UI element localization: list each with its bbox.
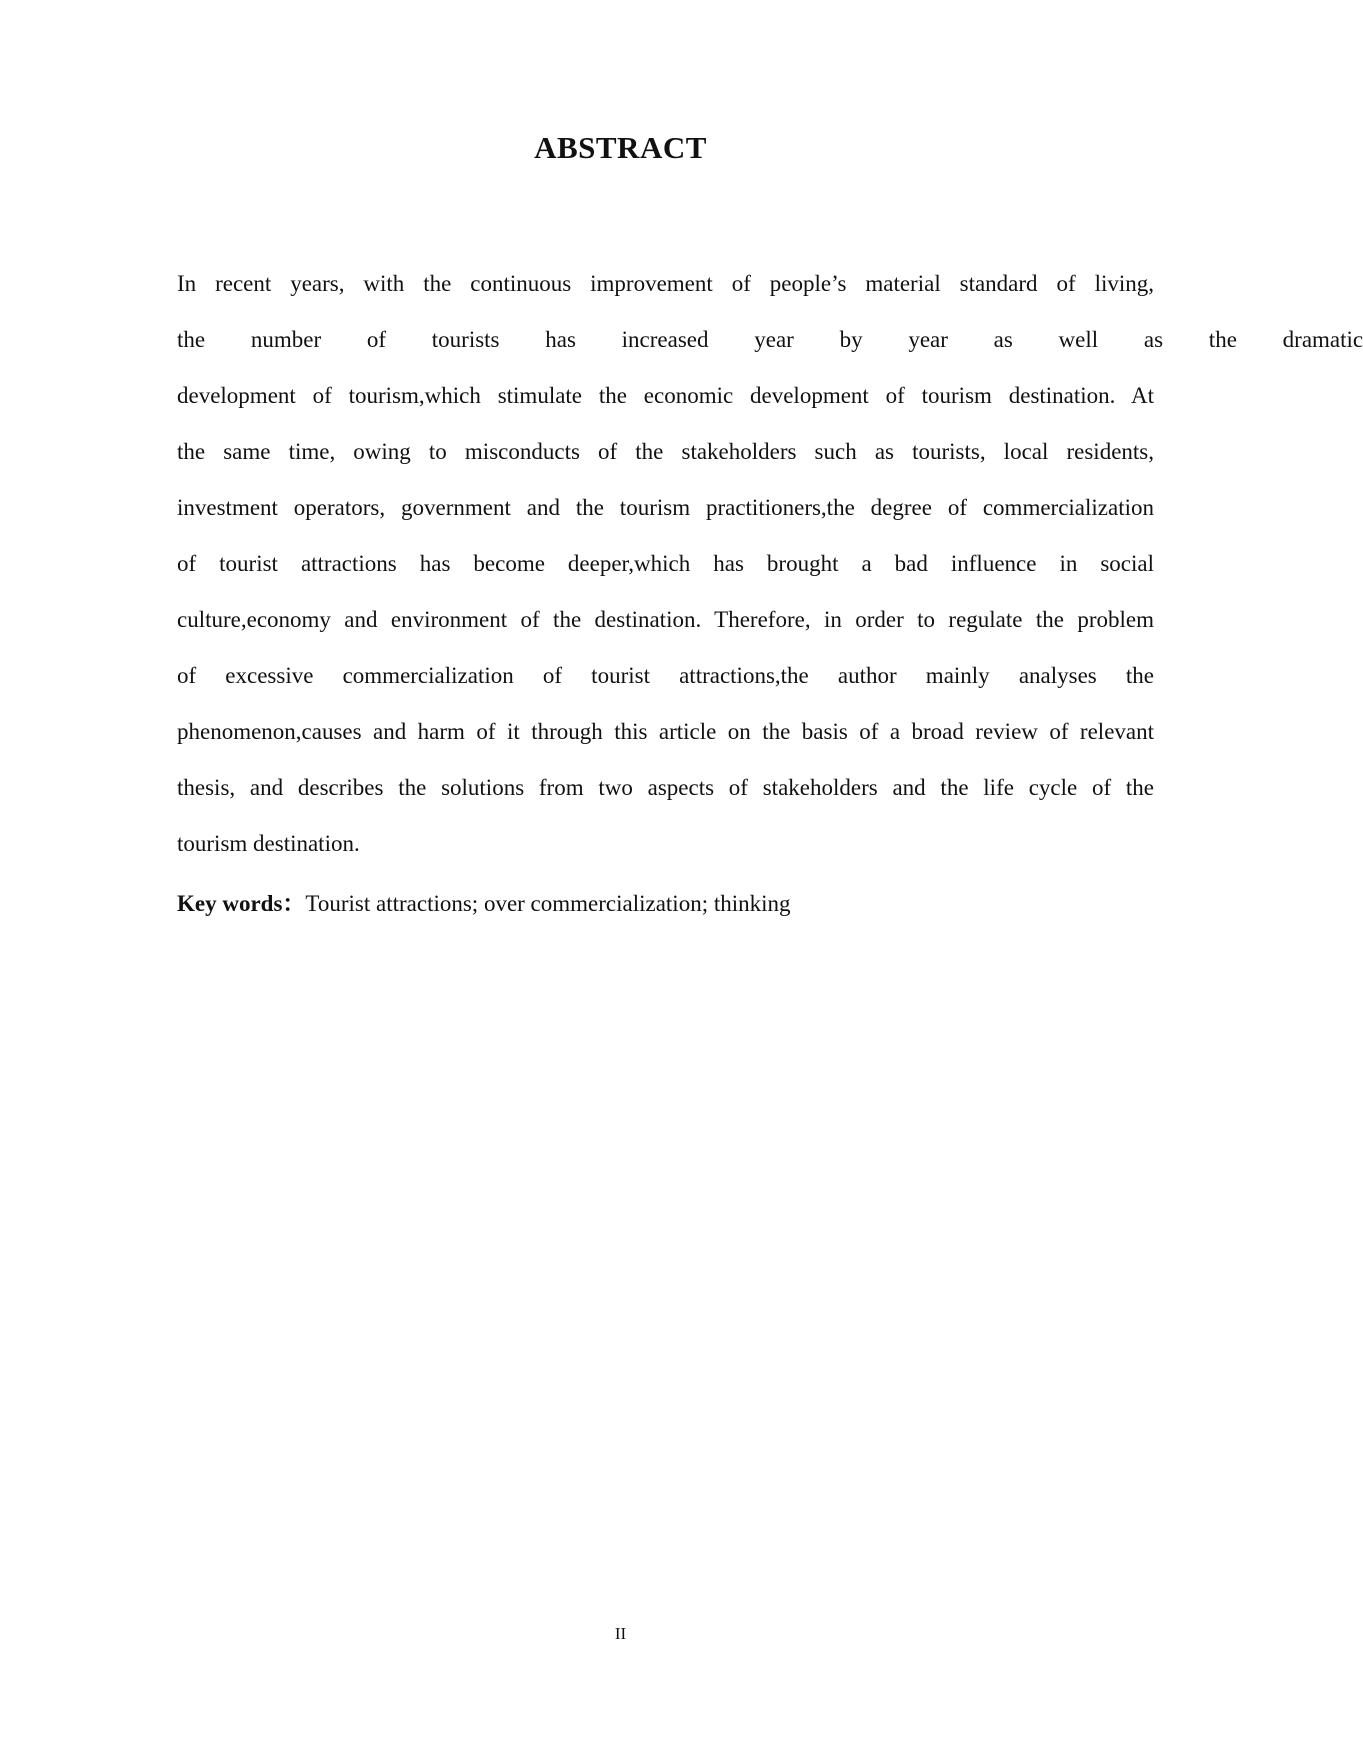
abstract-line: of excessive commercialization of tourist attractions,the author mainly analyses the — [177, 663, 1154, 688]
abstract-line: the number of tourists has increased year by year as well as the dramatic — [177, 327, 1363, 352]
abstract-line: development of tourism,which stimulate the economic development of tourism destination. At — [177, 383, 1154, 408]
abstract-body — [177, 262, 1363, 878]
keywords-text: Tourist attractions; over commercialization; thinking — [305, 891, 791, 916]
abstract-line: phenomenon,causes and harm of it through this article on the basis of a broad review of relevant — [177, 719, 1154, 744]
abstract-line: of tourist attractions has become deeper,which has brought a bad influence in social — [177, 551, 1154, 576]
page-number: II — [614, 1624, 627, 1643]
keywords-label: Key words： — [177, 891, 306, 916]
abstract-line: investment operators, government and the tourism practitioners,the degree of commercialization — [177, 495, 1154, 520]
abstract-line: culture,economy and environment of the destination. Therefore, in order to regulate the problem — [177, 607, 1154, 632]
abstract-line: tourism destination. — [177, 831, 360, 856]
abstract-line: the same time, owing to misconducts of the stakeholders such as tourists, local residents, — [177, 439, 1154, 464]
keywords-line — [177, 882, 791, 926]
abstract-title: ABSTRACT — [534, 130, 707, 165]
abstract-line: thesis, and describes the solutions from two aspects of stakeholders and the life cycle of the — [177, 775, 1154, 800]
abstract-line: In recent years, with the continuous improvement of people’s material standard of living, — [177, 271, 1154, 296]
